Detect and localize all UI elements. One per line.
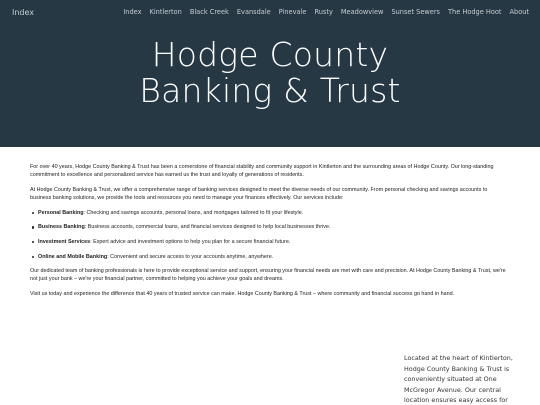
service-item-business-banking bbox=[30, 223, 506, 231]
service-item-personal-banking bbox=[30, 209, 506, 217]
nav-link-black-creek[interactable]: Black Creek bbox=[189, 8, 229, 16]
service-name: Personal Banking bbox=[38, 209, 84, 216]
hero-banner bbox=[0, 0, 540, 147]
nav-link-kintlerton[interactable]: Kintlerton bbox=[149, 8, 182, 16]
location-sidebar-text: Located at the heart of Kintlerton, Hodge County Banking & Trust is conveniently situated at One McGregor Avenue. Our central location ensures easy access for bbox=[404, 354, 513, 405]
nav-link-index[interactable]: Index bbox=[123, 8, 142, 16]
nav-link-meadowview[interactable]: Meadowview bbox=[340, 8, 384, 16]
nav-link-pinevale[interactable]: Pinevale bbox=[278, 8, 307, 16]
service-name: Online and Mobile Banking bbox=[38, 253, 108, 260]
nav-link-hodge-hoot[interactable]: The Hodge Hoot bbox=[448, 8, 502, 16]
service-description: : Expert advice and investment options to help you plan for a secure financial future. bbox=[90, 239, 291, 245]
nav-link-sunset-sewers[interactable]: Sunset Sewers bbox=[391, 8, 440, 16]
service-description: : Business accounts, commercial loans, and financial services designed to help local businesses thrive. bbox=[84, 224, 331, 231]
team-paragraph: Our dedicated team of banking professionals is here to provide exceptional service and support, ensuring your financial needs are met with care and precision. At Hodge County Banking & Trust, we're not just your bank – we're your financial partner, committed to helping you achieve your goals and dreams. bbox=[30, 268, 506, 283]
nav-link-rusty[interactable]: Rusty bbox=[314, 8, 333, 16]
service-name: Business Banking bbox=[38, 224, 85, 231]
services-intro-paragraph: At Hodge County Banking & Trust, we offer a comprehensive range of banking services designed to meet the diverse needs of our community. From personal checking and savings accounts to business banking solutions, we provide the tools and resources you need to manage your finances effectively. Our services include: bbox=[30, 186, 488, 202]
main-content bbox=[30, 163, 506, 305]
visit-paragraph: Visit us today and experience the difference that 40 years of trusted service can make. Hodge County Banking & Trust – where community and financial success go hand in hand. bbox=[30, 291, 455, 298]
page-title-line-2: Banking & Trust bbox=[139, 71, 401, 110]
service-description: : Convenient and secure access to your accounts anytime, anywhere. bbox=[107, 253, 274, 260]
services-list bbox=[30, 209, 506, 261]
service-item-online-mobile-banking bbox=[30, 253, 506, 261]
page-title-line-1: Hodge County bbox=[151, 35, 389, 74]
service-description: : Checking and savings accounts, personal loans, and mortgages tailored to fit your lifestyle. bbox=[83, 209, 304, 216]
nav-brand-link[interactable]: Index bbox=[12, 8, 35, 17]
service-item-investment-services bbox=[30, 238, 506, 246]
top-navigation bbox=[123, 8, 529, 16]
nav-link-evansdale[interactable]: Evansdale bbox=[236, 8, 271, 16]
page-title bbox=[0, 37, 540, 109]
intro-paragraph: For over 40 years, Hodge County Banking & Trust has been a cornerstone of financial stability and community support in Kintlerton and the surrounding areas of Hodge County. Our long-standing commitment to excellence and personalized service has earned us the trust and loyalty of generations of residents. bbox=[30, 164, 494, 179]
service-name: Investment Services bbox=[38, 239, 91, 245]
nav-link-about[interactable]: About bbox=[509, 8, 529, 16]
